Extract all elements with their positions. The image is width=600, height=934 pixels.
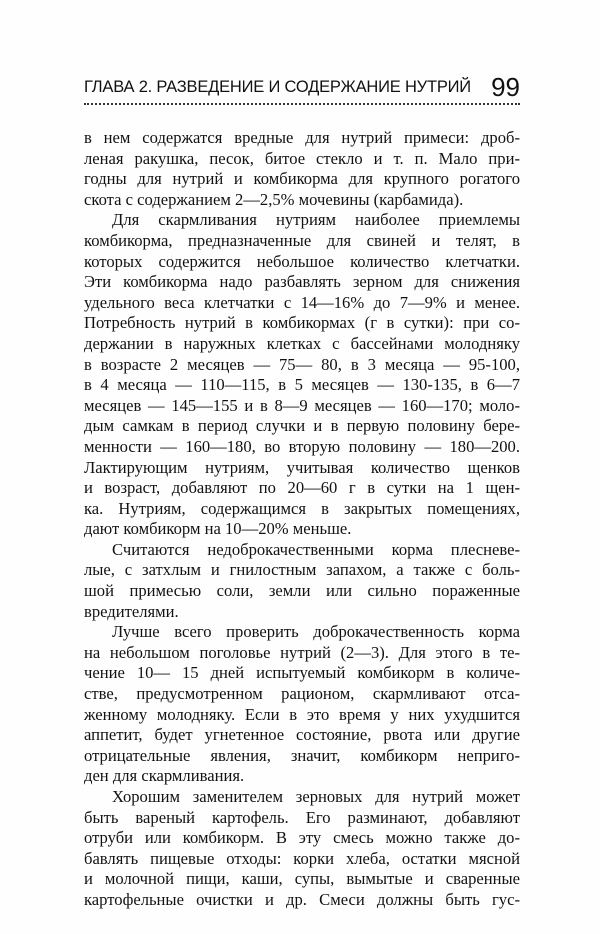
text-line: отруби или комбикорм. В эту смесь можно также до- bbox=[84, 828, 520, 848]
text-line: ден для скармливания. bbox=[84, 766, 245, 786]
text-line: на небольшом поголовье нутрий (2—3). Для этого в те- bbox=[84, 642, 520, 662]
paragraph-5 bbox=[84, 787, 520, 911]
text-line: леная ракушка, песок, битое стекло и т. п. Мало при- bbox=[84, 148, 520, 168]
page-number: 99 bbox=[491, 72, 520, 102]
text-line: держании в наружных клетках с бассейнами молодняку bbox=[84, 333, 520, 353]
text-line: и возраст, добавляют по 20—60 г в сутки на 1 щен- bbox=[84, 478, 520, 498]
text-line: дым самкам в период случки и в первую половину бере- bbox=[84, 416, 520, 436]
text-line: Для скармливания нутриям наиболее приемлемы bbox=[112, 210, 520, 230]
text-line: стве, предусмотренном рационом, скармливают отса- bbox=[84, 684, 520, 704]
paragraph-4 bbox=[84, 622, 520, 787]
text-line: и молочной пищи, каши, супы, вымытые и сваренные bbox=[84, 869, 520, 889]
text-line: в 4 месяца — 110—115, в 5 месяцев — 130-135, в 6—7 bbox=[84, 375, 520, 395]
text-line: чение 10— 15 дней испытуемый комбикорм в количе- bbox=[84, 663, 520, 683]
text-line: аппетит, будет угнетенное состояние, рвота или другие bbox=[84, 725, 520, 745]
text-line: Эти комбикорма надо разбавлять зерном для снижения bbox=[84, 272, 520, 292]
paragraph-1 bbox=[84, 128, 520, 210]
text-line: дают комбикорм на 10—20% меньше. bbox=[84, 519, 352, 539]
text-line: удельного веса клетчатки с 14—16% до 7—9% и менее. bbox=[84, 292, 520, 312]
body-text bbox=[84, 128, 520, 911]
text-line: которых содержится небольшое количество клетчатки. bbox=[84, 251, 520, 271]
text-line: Потребность нутрий в комбикормах (г в сутки): при со- bbox=[84, 313, 520, 333]
text-line: женному молодняку. Если в это время у них ухудшится bbox=[84, 704, 520, 724]
text-line: отрицательные явления, значит, комбикорм неприго- bbox=[84, 745, 520, 765]
header-rule bbox=[84, 103, 520, 105]
text-line: вредителями. bbox=[84, 601, 179, 621]
text-line: годны для нутрий и комбикорма для крупного рогатого bbox=[84, 169, 520, 189]
text-line: Лактирующим нутриям, учитывая количество щенков bbox=[84, 457, 520, 477]
text-line: бавлять пищевые отходы: корки хлеба, остатки мясной bbox=[84, 848, 520, 868]
text-line: месяцев — 145—155 и в 8—9 месяцев — 160—170; моло- bbox=[84, 395, 520, 415]
chapter-title: ГЛАВА 2. РАЗВЕДЕНИЕ И СОДЕРЖАНИЕ НУТРИЙ bbox=[84, 78, 471, 96]
text-line: менности — 160—180, во вторую половину — 180—200. bbox=[84, 436, 520, 456]
text-line: лые, с затхлым и гнилостным запахом, а также с боль- bbox=[84, 560, 520, 580]
text-line: в возрасте 2 месяцев — 75— 80, в 3 месяца — 95-100, bbox=[84, 354, 520, 374]
text-line: скота с содержанием 2—2,5% мочевины (карбамида). bbox=[84, 189, 464, 209]
text-line: Лучше всего проверить доброкачественность корма bbox=[112, 622, 520, 642]
text-line: комбикорма, предназначенные для свиней и телят, в bbox=[84, 230, 520, 250]
text-line: шой примесью соли, земли или сильно пораженные bbox=[84, 581, 520, 601]
paragraph-2 bbox=[84, 210, 520, 540]
paragraph-3 bbox=[84, 540, 520, 622]
text-line: быть вареный картофель. Его разминают, добавляют bbox=[84, 807, 520, 827]
text-line: ка. Нутриям, содержащимся в закрытых помещениях, bbox=[84, 498, 520, 518]
text-line: Хорошим заменителем зерновых для нутрий может bbox=[112, 787, 520, 806]
text-line: картофельные очистки и др. Смеси должны быть гус- bbox=[84, 889, 520, 909]
text-line: Считаются недоброкачественными корма плесневе- bbox=[112, 539, 520, 559]
text-line: в нем содержатся вредные для нутрий примеси: дроб- bbox=[84, 128, 520, 147]
